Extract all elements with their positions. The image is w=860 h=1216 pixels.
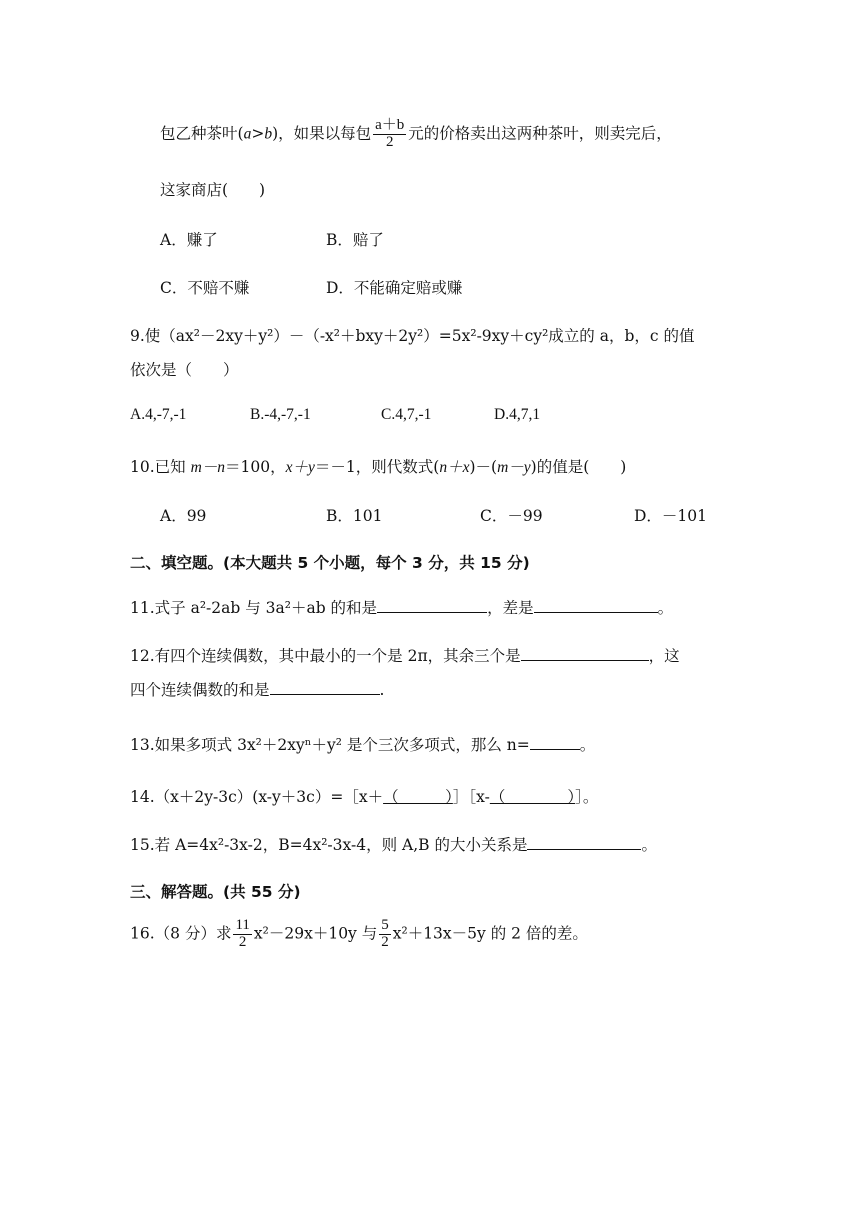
q12-line1 (130, 644, 680, 666)
q16-line (130, 918, 588, 951)
q16-frac1-den: 2 (238, 933, 247, 950)
q12-text-end: . (379, 681, 385, 699)
q12-text-b: ，这 (648, 647, 680, 665)
q8-gt: > (251, 124, 265, 143)
q8-text-b: )，如果以每包 (272, 124, 372, 143)
q8-frac-den: 2 (385, 133, 394, 150)
q8-var-b: b (264, 125, 273, 143)
q9-option-c: C.4,7,-1 (381, 406, 432, 423)
q10-mid2: ＝－1，则代数式( (314, 458, 440, 476)
q12-line2 (130, 678, 384, 700)
q10-mid1: ＝100， (225, 458, 286, 476)
q9-option-b: B.-4,-7,-1 (250, 406, 311, 423)
q8-option-b: B．赔了 (326, 231, 384, 249)
q16-text-c: x²＋13x－5y 的 2 倍的差。 (392, 924, 588, 943)
q9-option-d: D.4,7,1 (494, 406, 541, 423)
q10-option-a: A．99 (160, 507, 207, 525)
q8-var-a: a (243, 125, 252, 143)
q10-suffix: )的值是( ) (530, 458, 627, 476)
q11-blank-sum[interactable] (377, 598, 487, 613)
q11-text-a: 11.式子 a²-2ab 与 3a²＋ab 的和是 (130, 599, 378, 617)
q10-line (130, 455, 626, 477)
q15-line (130, 833, 657, 855)
q14-blank-1[interactable]: （ ） (383, 788, 453, 806)
q14-blank-2[interactable]: （ ） (489, 788, 576, 806)
q10-expr1: m－n (190, 459, 226, 476)
q15-text-end: 。 (641, 836, 657, 854)
q16-frac2-den: 2 (381, 933, 389, 950)
section-2-heading: 二、填空题。(本大题共 5 个小题，每个 3 分，共 15 分) (130, 554, 530, 572)
q8-text-a: 包乙种茶叶( (160, 124, 244, 143)
q9-line1: 9.使（ax²－2xy＋y²）－（-x²＋bxy＋2y²）=5x²-9xy＋cy²成立的 a，b，c 的值 (130, 327, 695, 345)
q8-option-c: C．不赔不赚 (160, 279, 250, 297)
q13-text-end: 。 (579, 736, 596, 754)
q8-option-a: A．赚了 (160, 231, 218, 249)
q16-text-a: 16.（8 分）求 (130, 924, 232, 943)
q15-text-a: 15.若 A=4x²-3x-2，B=4x²-3x-4，则 A,B 的大小关系是 (130, 836, 528, 854)
q14-text-mid: ］［x- (452, 788, 490, 806)
q9-option-a: A.4,-7,-1 (130, 406, 187, 423)
q12-blank-sum[interactable] (270, 680, 380, 695)
q16-frac1-num: 11 (235, 917, 250, 933)
q14-line (130, 785, 598, 807)
q14-text-end: ］。 (575, 788, 599, 806)
q14-text-a: 14.（x＋2y-3c）(x-y＋3c）=［x＋ (130, 788, 384, 806)
q9-line2: 依次是（ ） (130, 361, 239, 379)
q11-line (130, 596, 673, 618)
q16-fraction-1 (233, 918, 251, 951)
q12-text-line2: 四个连续偶数的和是 (130, 681, 270, 699)
q10-option-d: D．－101 (634, 507, 708, 525)
q10-option-b: B．101 (326, 507, 383, 525)
q12-blank-three-numbers[interactable] (521, 646, 649, 661)
q13-blank-n[interactable] (530, 735, 580, 750)
q10-prefix: 10.已知 (130, 458, 191, 476)
q11-text-c: 。 (657, 599, 674, 617)
q16-frac2-num: 5 (381, 917, 389, 933)
q13-text-a: 13.如果多项式 3x²＋2xyⁿ＋y² 是个三次多项式，那么 n= (130, 736, 530, 754)
q10-mid3: )－( (469, 458, 498, 476)
q15-blank-relation[interactable] (527, 835, 641, 850)
q11-text-b: ，差是 (487, 599, 534, 617)
q10-expr3: n＋x (439, 459, 470, 476)
q8-line2: 这家商店( ) (160, 181, 266, 199)
q10-expr4: m－y (497, 459, 531, 476)
q8-line1 (160, 118, 672, 151)
q13-line (130, 733, 595, 755)
q11-blank-difference[interactable] (534, 598, 658, 613)
q8-text-c: 元的价格卖出这两种茶叶，则卖完后， (408, 124, 672, 143)
q8-fraction (373, 118, 406, 151)
q8-frac-num: a＋b (375, 117, 405, 133)
q16-fraction-2 (379, 918, 391, 951)
q12-text-a: 12.有四个连续偶数，其中最小的一个是 2π，其余三个是 (130, 647, 521, 665)
q16-text-b: x²－29x＋10y 与 (253, 924, 378, 943)
q10-expr2: x＋y (285, 459, 315, 476)
section-3-heading: 三、解答题。(共 55 分) (130, 883, 301, 901)
q10-option-c: C．－99 (480, 507, 543, 525)
q8-option-d: D．不能确定赔或赚 (326, 279, 463, 297)
